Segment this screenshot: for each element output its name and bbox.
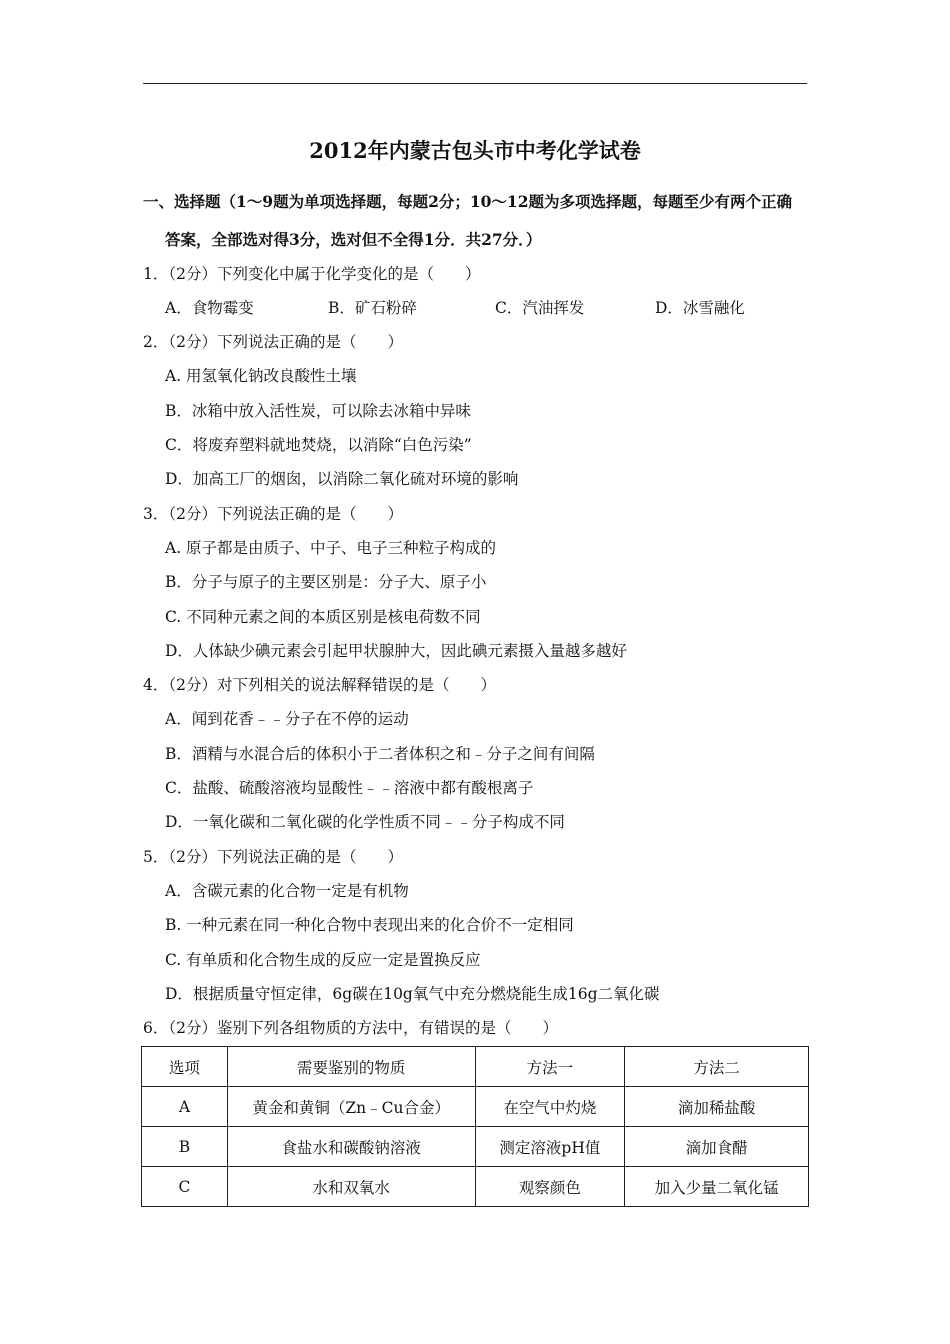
question-2-option-b: B．冰箱中放入活性炭，可以除去冰箱中异味 bbox=[165, 402, 471, 420]
question-3-option-d: D．人体缺少碘元素会引起甲状腺肿大，因此碘元素摄入量越多越好 bbox=[165, 642, 627, 660]
question-5-stem: 5．（2分）下列说法正确的是（ ） bbox=[143, 848, 403, 866]
question-3-option-a: A. 原子都是由质子、中子、电子三种粒子构成的 bbox=[165, 539, 497, 557]
table-header: 方法一 bbox=[475, 1047, 625, 1087]
question-2-option-c: C．将废弃塑料就地焚烧，以消除“白色污染” bbox=[165, 436, 472, 454]
question-2-option-d: D．加高工厂的烟囱，以消除二氧化硫对环境的影响 bbox=[165, 470, 519, 488]
question-3-option-c: C. 不同种元素之间的本质区别是核电荷数不同 bbox=[165, 608, 481, 626]
table-cell: 黄金和黄铜（Zn﹣Cu合金） bbox=[227, 1087, 475, 1127]
question-1-option-a: A．食物霉变 bbox=[165, 299, 254, 317]
question-3-stem: 3．（2分）下列说法正确的是（ ） bbox=[143, 505, 403, 523]
table-header: 选项 bbox=[142, 1047, 228, 1087]
question-4-option-b: B．酒精与水混合后的体积小于二者体积之和﹣分子之间有间隔 bbox=[165, 745, 595, 763]
table-cell: 滴加稀盐酸 bbox=[625, 1087, 809, 1127]
section-heading-line2: 答案，全部选对得3分，选对但不全得1分．共27分．） bbox=[165, 230, 542, 249]
table-cell: 食盐水和碳酸钠溶液 bbox=[227, 1127, 475, 1167]
table-row bbox=[142, 1167, 809, 1207]
header-rule bbox=[143, 83, 807, 84]
question-3-option-b: B．分子与原子的主要区别是：分子大、原子小 bbox=[165, 573, 487, 591]
table-row bbox=[142, 1087, 809, 1127]
question-5-option-a: A．含碳元素的化合物一定是有机物 bbox=[165, 882, 409, 900]
question-5-option-d: D．根据质量守恒定律，6g碳在10g氧气中充分燃烧能生成16g二氧化碳 bbox=[165, 985, 660, 1003]
table-cell: 测定溶液pH值 bbox=[475, 1127, 625, 1167]
table-row bbox=[142, 1127, 809, 1167]
question-6-stem: 6．（2分）鉴别下列各组物质的方法中，有错误的是（ ） bbox=[143, 1019, 558, 1037]
page-title: 2012年内蒙古包头市中考化学试卷 bbox=[309, 138, 641, 163]
question-1-option-c: C．汽油挥发 bbox=[495, 299, 585, 317]
table-cell: A bbox=[142, 1087, 228, 1127]
table-cell: C bbox=[142, 1167, 228, 1207]
table-header: 方法二 bbox=[625, 1047, 809, 1087]
section-heading-line1: 一、选择题（1～9题为单项选择题，每题2分；10～12题为多项选择题，每题至少有两个正确 bbox=[143, 192, 792, 211]
table-cell: B bbox=[142, 1127, 228, 1167]
identification-table bbox=[141, 1046, 809, 1207]
table-cell: 加入少量二氧化锰 bbox=[625, 1167, 809, 1207]
question-4-option-a: A．闻到花香﹣﹣分子在不停的运动 bbox=[165, 710, 409, 728]
question-1-option-b: B．矿石粉碎 bbox=[328, 299, 417, 317]
question-2-stem: 2．（2分）下列说法正确的是（ ） bbox=[143, 333, 403, 351]
table-header: 需要鉴别的物质 bbox=[227, 1047, 475, 1087]
table-header-row bbox=[142, 1047, 809, 1087]
question-1-stem: 1．（2分）下列变化中属于化学变化的是（ ） bbox=[143, 265, 481, 283]
question-1-option-d: D．冰雪融化 bbox=[655, 299, 745, 317]
question-4-option-c: C．盐酸、硫酸溶液均显酸性﹣﹣溶液中都有酸根离子 bbox=[165, 779, 534, 797]
question-4-option-d: D．一氧化碳和二氧化碳的化学性质不同﹣﹣分子构成不同 bbox=[165, 813, 565, 831]
table-cell: 观察颜色 bbox=[475, 1167, 625, 1207]
question-4-stem: 4．（2分）对下列相关的说法解释错误的是（ ） bbox=[143, 676, 496, 694]
table-cell: 滴加食醋 bbox=[625, 1127, 809, 1167]
table-cell: 在空气中灼烧 bbox=[475, 1087, 625, 1127]
table-cell: 水和双氧水 bbox=[227, 1167, 475, 1207]
question-5-option-b: B. 一种元素在同一种化合物中表现出来的化合价不一定相同 bbox=[165, 916, 574, 934]
question-5-option-c: C. 有单质和化合物生成的反应一定是置换反应 bbox=[165, 951, 481, 969]
question-2-option-a: A. 用氢氧化钠改良酸性土壤 bbox=[165, 367, 357, 385]
